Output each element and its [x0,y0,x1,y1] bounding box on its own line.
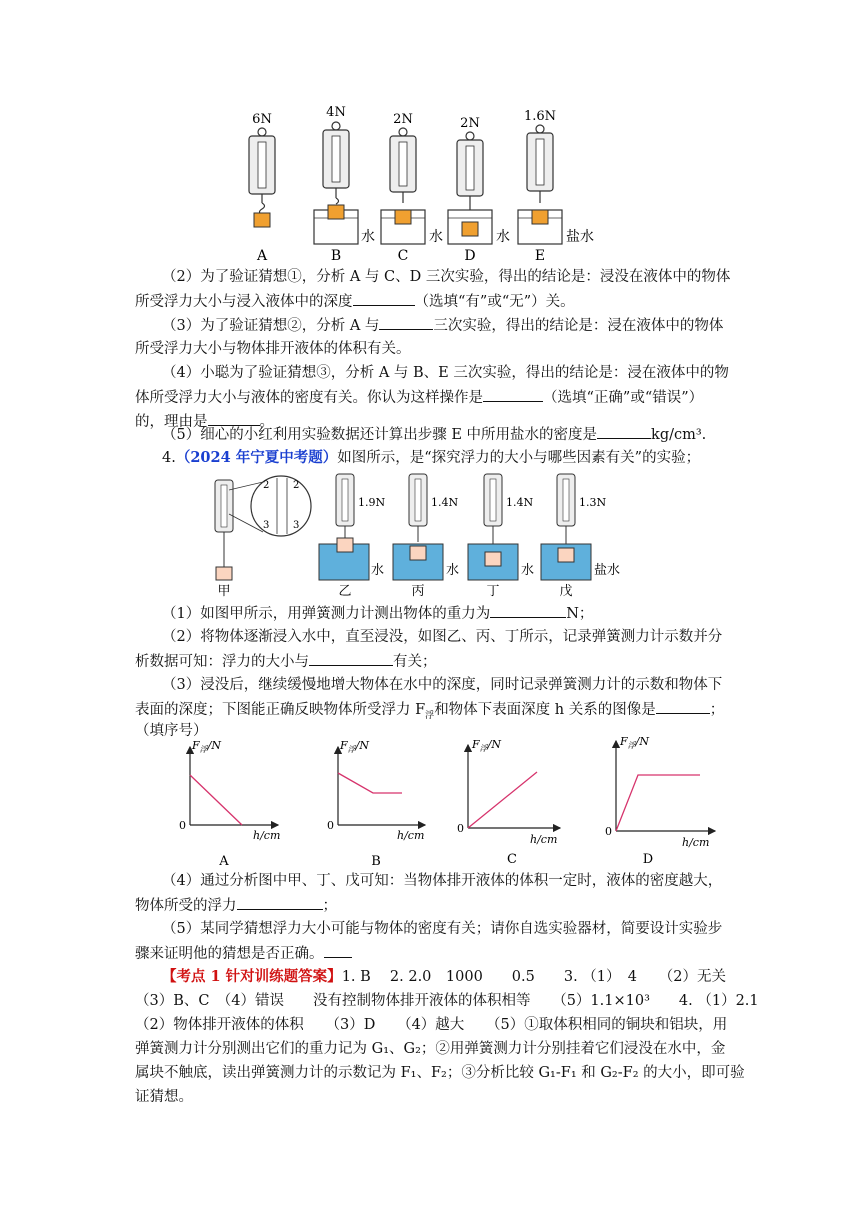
graph-options [160,735,730,870]
spring-scale-e [518,109,594,264]
graph-a-origin: 0 [179,819,186,832]
q3-4-line1: （4）小聪为了验证猜想③，分析 A 与 B、E 三次实验，得出的结论是：浸在液体中的物 [162,365,729,381]
blank-q3-4a[interactable] [483,385,543,402]
q3-3-line1 [162,313,723,338]
label-c: C [397,248,409,264]
reading-yi: 1.9N [358,496,386,509]
label-jia: 甲 [217,584,231,599]
label-d: D [464,248,476,264]
q4-1-unit: N； [566,606,594,622]
graph-c-option: C [507,852,517,867]
answers-heading: 【考点 1 针对训练题答案】 [162,968,342,985]
spring-scale-a [249,112,275,264]
spring-scale-d [448,116,510,264]
q3-5-line [162,422,706,447]
q4-3-end: ； [709,702,725,718]
graph-c-ylabel [471,738,501,753]
figure-spring-scales-2 [205,470,625,600]
label-b: B [330,248,342,264]
graph-b-origin: 0 [327,819,334,832]
liquid-b: 水 [361,229,375,245]
spring-scale-c [381,112,443,264]
scale-mark-3: 3 [263,520,270,531]
figure-spring-scales-1 [230,100,630,275]
graph-c-y: F [472,738,480,751]
scale-mark-2: 2 [293,480,300,491]
reading-d: 2N [460,116,480,131]
blank-q3-5[interactable] [597,422,651,439]
scale-yi [319,474,385,599]
q4-3-line3: （填序号） [135,723,208,739]
graph-d [605,735,715,867]
spring-scale-b [314,105,375,264]
graph-c-yunit: /N [487,738,501,751]
q3-4-reason: 的，理由是 [135,414,208,430]
answers-line6: 证猜想。 [135,1089,193,1105]
graph-b-option: B [371,854,381,869]
graph-a-xlabel: h/cm [253,829,281,842]
q3-4-hint: （选填“正确”或“错误”） [543,390,704,406]
graph-b-ysub: 浮 [347,745,356,754]
graph-d-line [616,775,700,831]
blank-q4-4[interactable] [237,893,323,910]
answers-l1: 1. B 2. 2.0 1000 0.5 3. （1） 4 （2）无关 [341,969,726,985]
blank-q3-2[interactable] [353,289,415,306]
q3-5-unit: kg/cm³. [651,427,707,443]
graph-c-ysub: 浮 [479,744,488,753]
graph-d-option: D [642,852,654,867]
q3-4-text: 体所受浮力大小与液体的密度有关。你认为这样操作是 [135,390,483,406]
q4-3-sub: 浮 [425,710,435,721]
q3-5-text: （5）细心的小红利用实验数据还计算出步骤 E 中所用盐水的密度是 [162,427,598,443]
graph-b-yunit: /N [355,739,369,752]
q3-2-line1: （2）为了验证猜想①，分析 A 与 C、D 三次实验，得出的结论是：浸没在液体中的物体 [162,269,731,285]
label-ding: 丁 [486,584,500,599]
q4-2-text: 析数据可知：浮力的大小与 [135,654,309,670]
graph-d-ylabel [619,735,649,750]
q4-2-end: 有关； [393,654,437,670]
answers-line5: 属块不触底，读出弹簧测力计的示数记为 F₁、F₂；③分析比较 G₁-F₁ 和 G₂-F₂ 的大小，即可验 [135,1065,745,1081]
q4-stem-text: 如图所示，是“探究浮力的大小与哪些因素有关”的实验； [337,450,701,466]
blank-q3-3[interactable] [379,313,433,330]
q4-2-line1: （2）将物体逐渐浸入水中，直至浸没，如图乙、丙、丁所示，记录弹簧测力计示数并分 [162,629,723,645]
q3-2-line2 [135,289,575,314]
q4-3-line1: （3）浸没后，继续缓慢地增大物体在水中的深度，同时记录弹簧测力计的示数和物体下 [162,677,723,693]
graph-a-ylabel [191,739,221,754]
graph-b-line [338,773,402,793]
blank-q4-1[interactable] [490,601,566,618]
liquid-bing: 水 [446,563,460,578]
label-a: A [256,248,268,264]
reading-e: 1.6N [523,109,557,124]
q4-1-line [162,601,593,626]
graph-d-xlabel: h/cm [682,836,710,849]
reading-a: 6N [252,112,272,127]
q4-1-text: （1）如图甲所示，用弹簧测力计测出物体的重力为 [162,606,491,622]
graph-b-y: F [340,739,348,752]
q4-3-line2 [135,697,724,728]
answers-line4: 弹簧测力计分别测出它们的重力记为 G₁、G₂；②用弹簧测力计分别挂着它们浸没在水中，金 [135,1041,726,1057]
graph-c-origin: 0 [457,822,464,835]
graph-a-line [190,775,242,825]
q4-5-line2 [135,941,352,966]
liquid-yi: 水 [371,563,385,578]
graph-a-option: A [219,854,229,869]
reading-wu: 1.3N [579,496,607,509]
scale-jia [215,476,311,599]
q4-4-text: 物体所受的浮力 [135,898,237,914]
q3-4-end: 。 [259,414,274,430]
reading-ding: 1.4N [506,496,534,509]
liquid-e: 盐水 [566,229,594,245]
graph-b-xlabel: h/cm [397,829,425,842]
graph-c-xlabel: h/cm [530,833,558,846]
answers-line3: （2）物体排开液体的体积 （3）D （4）越大 （5）①取体积相同的铜块和铝块，用 [135,1017,728,1033]
blank-q4-3[interactable] [656,697,710,714]
liquid-wu: 盐水 [594,563,621,578]
q4-5-text: 骤来证明他的猜想是否正确。 [135,946,324,962]
graph-b-ylabel [339,739,369,754]
q4-2-line2 [135,649,437,674]
label-bing: 丙 [411,584,425,599]
reading-bing: 1.4N [431,496,459,509]
scale-mark-1: 2 [263,480,270,491]
q3-3-text: （3）为了验证猜想②，分析 A 与 [162,318,380,334]
q3-3-post: 三次实验，得出的结论是：浸在液体中的物体 [433,318,724,334]
graph-d-y: F [620,735,628,748]
q3-3-line2: 所受浮力大小与物体排开液体的体积有关。 [135,341,411,357]
liquid-c: 水 [429,229,443,245]
graph-a-ysub: 浮 [199,745,208,754]
q3-4-line2 [135,385,703,410]
graph-a-y: F [192,739,200,752]
scale-wu [541,474,620,599]
graph-d-origin: 0 [605,825,612,838]
reading-c: 2N [393,112,413,127]
blank-q4-5[interactable] [324,941,352,958]
label-wu: 戊 [559,584,573,599]
graph-b [327,739,425,869]
graph-c [457,738,560,867]
q4-4-end: ； [322,898,337,914]
scale-bing [393,474,459,599]
graph-d-yunit: /N [635,735,649,748]
q4-number: 4. [162,450,176,466]
q4-source: （2024 年宁夏中考题） [175,449,338,466]
q4-stem [162,446,700,470]
answers-line1 [162,965,726,989]
liquid-ding: 水 [521,563,535,578]
graph-a-yunit: /N [207,739,221,752]
label-e: E [534,248,546,264]
q3-2-post: （选填“有”或“无”）关。 [414,294,575,310]
q3-2-text: 所受浮力大小与浸入液体中的深度 [135,294,353,310]
q4-4-line1: （4）通过分析图中甲、丁、戊可知：当物体排开液体的体积一定时，液体的密度越大， [162,873,723,889]
q4-3-text2: 和物体下表面深度 h 关系的图像是 [434,702,656,718]
liquid-d: 水 [496,229,510,245]
reading-b: 4N [326,105,346,120]
q4-5-line1: （5）某同学猜想浮力大小可能与物体的密度有关；请你自选实验器材，简要设计实验步 [162,921,723,937]
label-yi: 乙 [338,584,352,599]
graph-a [179,739,280,869]
blank-q4-2[interactable] [309,649,393,666]
graph-d-ysub: 浮 [627,741,636,750]
q4-4-line2 [135,893,337,918]
answers-line2: （3）B、C （4）错误 没有控制物体排开液体的体积相等 （5）1.1×10³ 4. （1）2.1 [135,993,759,1009]
scale-mark-4: 3 [293,520,300,531]
scale-ding [468,474,534,599]
q4-3-text: 表面的深度；下图能正确反映物体所受浮力 F [135,702,426,718]
graph-c-line [468,772,537,828]
